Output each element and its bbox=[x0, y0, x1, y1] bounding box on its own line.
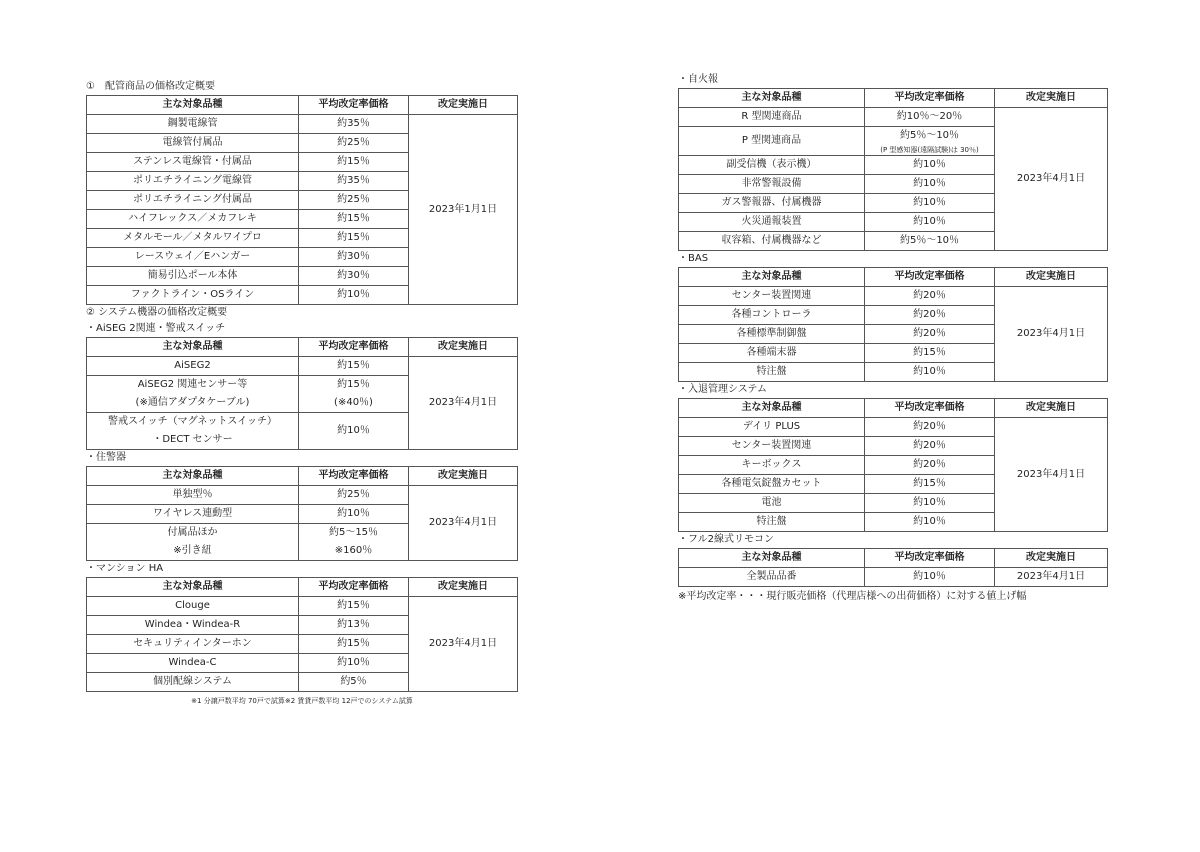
section1-title: ① 配管商品の価格改定概要 bbox=[86, 81, 215, 92]
rate-cell bbox=[299, 376, 409, 413]
item-cell: Windea-C bbox=[87, 654, 299, 673]
mansion-ha-table bbox=[86, 577, 518, 692]
rate-cell: 約35％ bbox=[299, 172, 409, 191]
rate-cell: 約13％ bbox=[299, 616, 409, 635]
item-cell: 非常警報設備 bbox=[679, 175, 865, 194]
rate-line: 約15％ bbox=[337, 379, 370, 390]
item-cell: セキュリティインターホン bbox=[87, 635, 299, 654]
item-cell: 副受信機（表示機） bbox=[679, 156, 865, 175]
rate-line: 約5％～10％ bbox=[899, 130, 960, 141]
item-cell: ポリエチライニング付属品 bbox=[87, 191, 299, 210]
table-row bbox=[87, 597, 518, 616]
jyukeiki-table bbox=[86, 466, 518, 561]
fire-alarm-table bbox=[678, 88, 1108, 251]
header-date: 改定実施日 bbox=[995, 268, 1108, 287]
rate-cell: 約30％ bbox=[299, 248, 409, 267]
item-cell: 電線管付属品 bbox=[87, 134, 299, 153]
rate-cell: 約15％ bbox=[299, 357, 409, 376]
rate-cell: 約10％ bbox=[865, 194, 995, 213]
table-header-row bbox=[679, 268, 1108, 287]
rate-cell: 約10％～20％ bbox=[865, 108, 995, 127]
entry-system-table bbox=[678, 398, 1108, 532]
item-cell: キーボックス bbox=[679, 456, 865, 475]
item-cell: 各種電気錠盤カセット bbox=[679, 475, 865, 494]
rate-cell: 約20％ bbox=[865, 456, 995, 475]
rate-cell: 約10％ bbox=[865, 213, 995, 232]
table-header-row bbox=[87, 338, 518, 357]
mansion-ha-title: ・マンション HA bbox=[86, 563, 164, 574]
item-cell: AiSEG2 bbox=[87, 357, 299, 376]
rate-line: (※40％) bbox=[334, 397, 373, 408]
header-date: 改定実施日 bbox=[409, 338, 518, 357]
header-date: 改定実施日 bbox=[409, 467, 518, 486]
rate-cell: 約20％ bbox=[865, 418, 995, 437]
rate-cell: 約35％ bbox=[299, 115, 409, 134]
rate-cell: 約25％ bbox=[299, 486, 409, 505]
rate-cell: 約20％ bbox=[865, 306, 995, 325]
rate-cell: 約20％ bbox=[865, 287, 995, 306]
rate-cell: 約10％ bbox=[865, 363, 995, 382]
rate-cell: 約5％～10％ bbox=[865, 232, 995, 251]
item-cell: 特注盤 bbox=[679, 513, 865, 532]
item-line: ※引き紐 bbox=[173, 545, 212, 556]
remote-table bbox=[678, 548, 1108, 587]
item-cell: センター装置関連 bbox=[679, 287, 865, 306]
header-item: 主な対象品種 bbox=[87, 338, 299, 357]
header-item: 主な対象品種 bbox=[679, 549, 865, 568]
rate-cell bbox=[299, 524, 409, 561]
item-cell: 鋼製電線管 bbox=[87, 115, 299, 134]
item-cell: 特注盤 bbox=[679, 363, 865, 382]
table-row bbox=[87, 115, 518, 134]
item-cell: 電池 bbox=[679, 494, 865, 513]
header-rate: 平均改定率価格 bbox=[299, 338, 409, 357]
date-cell: 2023年1月1日 bbox=[409, 115, 518, 305]
header-rate: 平均改定率価格 bbox=[299, 96, 409, 115]
remote-title: ・フル2線式リモコン bbox=[678, 534, 774, 545]
rate-cell: 約10％ bbox=[299, 654, 409, 673]
rate-cell: 約10％ bbox=[865, 156, 995, 175]
section2-title: ② システム機器の価格改定概要 bbox=[86, 307, 228, 318]
rate-cell: 約10％ bbox=[865, 494, 995, 513]
item-cell: ガス警報器、付属機器 bbox=[679, 194, 865, 213]
header-date: 改定実施日 bbox=[995, 89, 1108, 108]
rate-cell: 約15％ bbox=[299, 210, 409, 229]
table-row bbox=[679, 108, 1108, 127]
date-cell: 2023年4月1日 bbox=[409, 597, 518, 692]
item-cell: 収容箱、付属機器など bbox=[679, 232, 865, 251]
date-cell: 2023年4月1日 bbox=[995, 568, 1108, 587]
rate-cell: 約20％ bbox=[865, 325, 995, 344]
rate-cell bbox=[865, 127, 995, 156]
rate-cell: 約25％ bbox=[299, 134, 409, 153]
rate-cell: 約20％ bbox=[865, 437, 995, 456]
item-cell: 各種標準制御盤 bbox=[679, 325, 865, 344]
rate-cell: 約5％ bbox=[299, 673, 409, 692]
rate-cell: 約10％ bbox=[865, 513, 995, 532]
rate-cell: 約15％ bbox=[299, 229, 409, 248]
bas-table bbox=[678, 267, 1108, 382]
header-rate: 平均改定率価格 bbox=[865, 268, 995, 287]
item-cell bbox=[87, 524, 299, 561]
rate-line: 約5～15％ bbox=[328, 527, 379, 538]
item-cell: デイリ PLUS bbox=[679, 418, 865, 437]
header-date: 改定実施日 bbox=[409, 578, 518, 597]
item-cell: センター装置関連 bbox=[679, 437, 865, 456]
entry-system-title: ・入退管理システム bbox=[678, 384, 767, 395]
item-line: AiSEG2 関連センサー等 bbox=[137, 379, 248, 390]
rate-cell: 約15％ bbox=[299, 597, 409, 616]
rate-cell: 約10％ bbox=[299, 286, 409, 305]
header-rate: 平均改定率価格 bbox=[865, 549, 995, 568]
header-date: 改定実施日 bbox=[995, 549, 1108, 568]
item-cell: ポリエチライニング電線管 bbox=[87, 172, 299, 191]
date-cell: 2023年4月1日 bbox=[995, 418, 1108, 532]
item-cell: 各種コントローラ bbox=[679, 306, 865, 325]
item-cell: 簡易引込ポール本体 bbox=[87, 267, 299, 286]
item-cell: 火災通報装置 bbox=[679, 213, 865, 232]
table-row bbox=[679, 418, 1108, 437]
item-line: ・DECT センサー bbox=[152, 434, 233, 445]
table-row bbox=[87, 357, 518, 376]
rate-cell: 約30％ bbox=[299, 267, 409, 286]
rate-note: (P 型感知器(遠隔試験)は 30％) bbox=[880, 146, 979, 154]
table-header-row bbox=[87, 578, 518, 597]
aiseg-title: ・AiSEG 2関連・警戒スイッチ bbox=[86, 323, 226, 334]
item-cell: 個別配線システム bbox=[87, 673, 299, 692]
item-cell: 各種端末器 bbox=[679, 344, 865, 363]
rate-cell: 約15％ bbox=[299, 635, 409, 654]
header-item: 主な対象品種 bbox=[679, 89, 865, 108]
header-rate: 平均改定率価格 bbox=[299, 467, 409, 486]
pipe-products-table bbox=[86, 95, 518, 305]
item-cell: R 型関連商品 bbox=[679, 108, 865, 127]
rate-cell: 約10％ bbox=[865, 568, 995, 587]
table-header-row bbox=[87, 96, 518, 115]
header-item: 主な対象品種 bbox=[87, 467, 299, 486]
item-cell: Clouge bbox=[87, 597, 299, 616]
table-row bbox=[679, 568, 1108, 587]
header-item: 主な対象品種 bbox=[87, 578, 299, 597]
item-cell: メタルモール／メタルワイプロ bbox=[87, 229, 299, 248]
date-cell: 2023年4月1日 bbox=[995, 287, 1108, 382]
header-date: 改定実施日 bbox=[995, 399, 1108, 418]
header-rate: 平均改定率価格 bbox=[865, 399, 995, 418]
bas-title: ・BAS bbox=[678, 253, 709, 264]
item-cell: P 型関連商品 bbox=[679, 127, 865, 156]
header-item: 主な対象品種 bbox=[87, 96, 299, 115]
rate-cell: 約10％ bbox=[299, 413, 409, 450]
rate-line: ※160％ bbox=[334, 545, 373, 556]
header-item: 主な対象品種 bbox=[679, 268, 865, 287]
item-cell bbox=[87, 413, 299, 450]
item-cell: レースウェイ／Eハンガー bbox=[87, 248, 299, 267]
item-cell: ワイヤレス連動型 bbox=[87, 505, 299, 524]
header-rate: 平均改定率価格 bbox=[865, 89, 995, 108]
item-line: 警戒スイッチ（マグネットスイッチ） bbox=[108, 416, 277, 427]
date-cell: 2023年4月1日 bbox=[409, 357, 518, 450]
item-cell: 全製品品番 bbox=[679, 568, 865, 587]
item-cell: Windea・Windea-R bbox=[87, 616, 299, 635]
jyukeiki-title: ・住警器 bbox=[86, 452, 126, 463]
item-line: (※通信アダプタケーブル) bbox=[135, 397, 250, 408]
ha-footnote: ※1 分譲戸数平均 70戸で試算※2 賃貸戸数平均 12戸でのシステム試算 bbox=[191, 697, 413, 705]
fire-alarm-title: ・自火報 bbox=[678, 74, 718, 85]
rate-cell: 約10％ bbox=[865, 175, 995, 194]
rate-definition-note: ※平均改定率・・・現行販売価格（代理店様への出荷価格）に対する値上げ幅 bbox=[678, 591, 1027, 602]
table-header-row bbox=[679, 549, 1108, 568]
aiseg-table bbox=[86, 337, 518, 450]
item-cell: ハイフレックス／メカフレキ bbox=[87, 210, 299, 229]
rate-cell: 約15％ bbox=[865, 344, 995, 363]
table-row bbox=[679, 287, 1108, 306]
table-row bbox=[87, 486, 518, 505]
date-cell: 2023年4月1日 bbox=[995, 108, 1108, 251]
header-item: 主な対象品種 bbox=[679, 399, 865, 418]
item-cell bbox=[87, 376, 299, 413]
item-cell: 単独型％ bbox=[87, 486, 299, 505]
rate-cell: 約10％ bbox=[299, 505, 409, 524]
item-line: 付属品ほか bbox=[167, 527, 218, 538]
table-header-row bbox=[679, 89, 1108, 108]
item-cell: ファクトライン・OSライン bbox=[87, 286, 299, 305]
rate-cell: 約15％ bbox=[865, 475, 995, 494]
header-date: 改定実施日 bbox=[409, 96, 518, 115]
rate-cell: 約15％ bbox=[299, 153, 409, 172]
date-cell: 2023年4月1日 bbox=[409, 486, 518, 561]
left-column bbox=[86, 79, 518, 707]
table-header-row bbox=[679, 399, 1108, 418]
rate-cell: 約25％ bbox=[299, 191, 409, 210]
header-rate: 平均改定率価格 bbox=[299, 578, 409, 597]
table-header-row bbox=[87, 467, 518, 486]
item-cell: ステンレス電線管・付属品 bbox=[87, 153, 299, 172]
right-column bbox=[678, 72, 1108, 605]
